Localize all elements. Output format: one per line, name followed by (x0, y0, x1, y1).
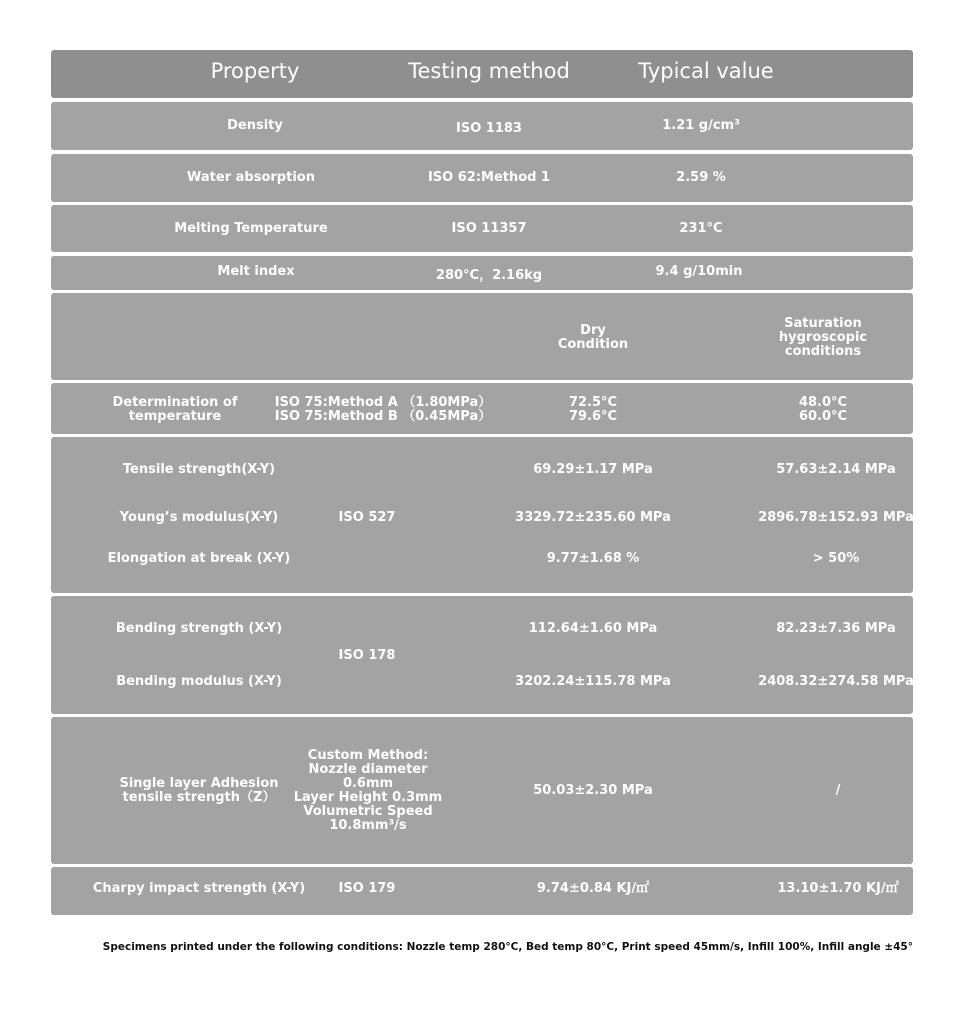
property-cell: Water absorption (187, 170, 315, 185)
property-cell: Young’s modulus(X-Y) (119, 510, 279, 525)
method-cell: ISO 75:Method A （1.80MPa） ISO 75:Method B （0.45MPa） (274, 395, 492, 424)
method-cell: ISO 179 (338, 881, 396, 896)
property-cell: Melt index (217, 264, 295, 279)
saturation-value-cell: 48.0°C 60.0°C (798, 395, 848, 424)
dry-condition-header: Dry Condition (557, 323, 629, 352)
saturation-value-cell: 57.63±2.14 MPa (776, 462, 896, 477)
saturation-value-cell: 2408.32±274.58 MPa (758, 674, 914, 689)
value-cell: 9.4 g/10min (655, 264, 743, 279)
saturation-value-cell: 82.23±7.36 MPa (776, 621, 896, 636)
property-cell: Bending modulus (X-Y) (116, 674, 282, 689)
saturation-value-cell: / (835, 783, 841, 798)
property-cell: Determination of temperature (112, 395, 238, 424)
saturation-value-cell: 13.10±1.70 KJ/㎡ (777, 881, 899, 896)
dry-value-cell: 50.03±2.30 MPa (533, 783, 653, 798)
dry-value-cell: 72.5°C 79.6°C (568, 395, 618, 424)
method-cell: ISO 11357 (451, 221, 527, 236)
header-testing-method: Testing method (408, 59, 570, 83)
value-cell: 2.59 % (676, 170, 726, 185)
saturation-condition-header: Saturation hygroscopic conditions (778, 316, 868, 359)
footnote: Specimens printed under the following conditions: Nozzle temp 280°C, Bed temp 80°C, Print speed 45mm/s, Infill 100%, Infill angle ±45° (102, 941, 913, 953)
header-property: Property (210, 59, 300, 83)
dry-value-cell: 9.74±0.84 KJ/㎡ (536, 881, 650, 896)
table-row-group (51, 596, 913, 714)
method-cell: 280°C，2.16kg (435, 268, 543, 283)
method-cell: ISO 1183 (456, 121, 522, 136)
saturation-value-cell: > 50% (812, 551, 860, 566)
property-cell: Bending strength (X-Y) (115, 621, 283, 636)
dry-value-cell: 3202.24±115.78 MPa (515, 674, 671, 689)
property-cell: Single layer Adhesion tensile strength（Z） (119, 776, 279, 805)
dry-value-cell: 69.29±1.17 MPa (533, 462, 653, 477)
header-typical-value: Typical value (638, 59, 774, 83)
property-cell: Charpy impact strength (X-Y) (92, 881, 306, 896)
property-cell: Elongation at break (X-Y) (107, 551, 291, 566)
property-cell: Density (227, 118, 283, 133)
dry-value-cell: 3329.72±235.60 MPa (515, 510, 671, 525)
dry-value-cell: 9.77±1.68 % (546, 551, 640, 566)
method-cell: ISO 527 (338, 510, 396, 525)
method-cell: Custom Method: Nozzle diameter 0.6mm Layer Height 0.3mm Volumetric Speed 10.8mm³/s (293, 748, 443, 833)
dry-value-cell: 112.64±1.60 MPa (528, 621, 658, 636)
method-cell: ISO 178 (338, 648, 396, 663)
value-cell: 1.21 g/cm³ (662, 118, 740, 133)
property-cell: Melting Temperature (174, 221, 328, 236)
value-cell: 231°C (679, 221, 723, 236)
method-cell: ISO 62:Method 1 (427, 170, 551, 185)
property-cell: Tensile strength(X-Y) (122, 462, 276, 477)
saturation-value-cell: 2896.78±152.93 MPa (758, 510, 914, 525)
